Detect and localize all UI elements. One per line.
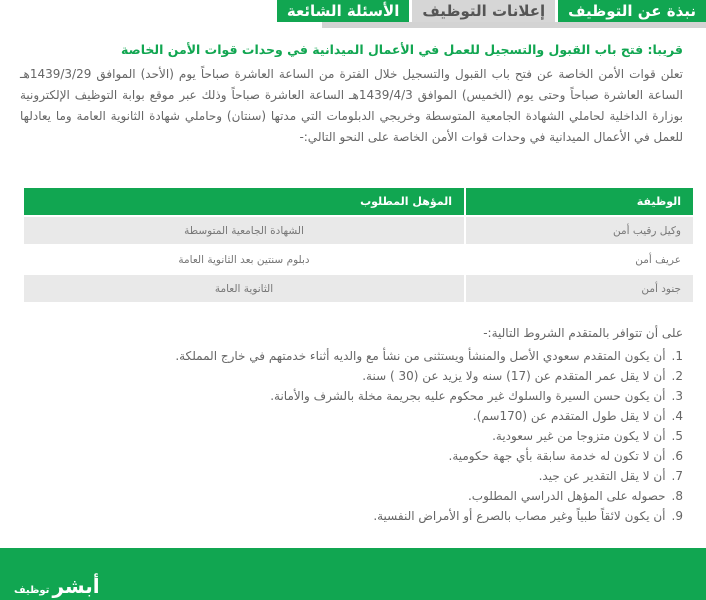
qualification-cell: الثانوية العامة <box>23 274 465 303</box>
table-row <box>23 274 694 303</box>
announcement-title: قريبا: فتح باب القبول والتسجيل للعمل في الأعمال الميدانية في وحدات قوات الأمن الخاصة <box>121 42 683 57</box>
tab-job-announcements[interactable]: إعلانات التوظيف <box>412 0 555 22</box>
header-qualification: المؤهل المطلوب <box>23 187 465 216</box>
item-text: أن لا يكون متزوجا من غير سعودية. <box>492 429 666 443</box>
item-number: 2. <box>671 369 683 383</box>
item-number: 7. <box>671 469 683 483</box>
jobs-table <box>22 186 695 304</box>
list-item <box>175 386 683 406</box>
logo-mark: أبشر <box>52 574 100 598</box>
item-text: أن لا يقل عمر المتقدم عن (17) سنه ولا يزيد عن (30 ) سنة. <box>362 369 666 383</box>
item-number: 8. <box>671 489 683 503</box>
item-text: حصوله على المؤهل الدراسي المطلوب. <box>467 489 666 503</box>
item-text: أن لا يقل طول المتقدم عن (170سم). <box>472 409 666 423</box>
item-text: أن يكون حسن السيرة والسلوك غير محكوم عليه بجريمة مخلة بالشرف والأمانة. <box>270 389 666 403</box>
job-cell: جنود أمن <box>465 274 694 303</box>
table-row <box>23 245 694 274</box>
item-number: 5. <box>671 429 683 443</box>
tab-underline <box>322 22 706 28</box>
item-number: 1. <box>671 349 683 363</box>
qualification-cell: الشهادة الجامعية المتوسطة <box>23 216 465 245</box>
item-text: أن لا يقل التقدير عن جيد. <box>538 469 666 483</box>
list-item <box>175 466 683 486</box>
list-item <box>175 366 683 386</box>
item-text: أن يكون لائقاً طبياً وغير مصاب بالصرع أو الأمراض النفسية. <box>373 509 666 523</box>
logo-word: توظيف <box>14 585 50 596</box>
list-item <box>175 426 683 446</box>
job-cell: عريف أمن <box>465 245 694 274</box>
announcement-intro: تعلن قوات الأمن الخاصة عن فتح باب القبول والتسجيل خلال الفترة من الساعة العاشرة صباحاً يوم (الأحد) الموافق 1439/3/29هـ الساعة العاشرة صباحاً وحتى يوم (الخميس) الموافق 1439/4/3هـ الساعة العاشرة صباحاً وذلك عبر موقع بوابة التوظيف الإلكترونية بوزارة الداخلية لحاملي الشهادة الجامعية المتوسطة وخريجي الدبلومات التي مدتها (سنتان) وحاملي شهادة الثانوية العامة وما يعادلها للعمل في الأعمال الميدانية في وحدات قوات الأمن الخاصة على النحو التالي:- <box>20 67 683 144</box>
item-number: 4. <box>671 409 683 423</box>
qualification-cell: دبلوم سنتين بعد الثانوية العامة <box>23 245 465 274</box>
tab-about-employment[interactable]: نبذة عن التوظيف <box>558 0 706 22</box>
list-item <box>175 346 683 366</box>
list-item <box>175 406 683 426</box>
job-cell: وكيل رقيب أمن <box>465 216 694 245</box>
top-tabs <box>277 0 706 22</box>
table-header-row <box>23 187 694 216</box>
conditions-list <box>175 346 683 526</box>
conditions-lead: على أن تتوافر بالمتقدم الشروط التالية:- <box>483 326 683 340</box>
page-footer <box>0 548 706 600</box>
absher-logo[interactable] <box>14 576 100 596</box>
item-text: أن لا تكون له خدمة سابقة بأي جهة حكومية. <box>448 449 666 463</box>
list-item <box>175 506 683 526</box>
tab-faq[interactable]: الأسئلة الشائعة <box>277 0 410 22</box>
item-number: 9. <box>671 509 683 523</box>
header-job: الوظيفة <box>465 187 694 216</box>
item-number: 3. <box>671 389 683 403</box>
item-number: 6. <box>671 449 683 463</box>
list-item <box>175 446 683 466</box>
table-row <box>23 216 694 245</box>
list-item <box>175 486 683 506</box>
item-text: أن يكون المتقدم سعودي الأصل والمنشأ ويستثنى من نشأ مع والديه أثناء خدمتهم في خارج المملكة. <box>175 349 666 363</box>
